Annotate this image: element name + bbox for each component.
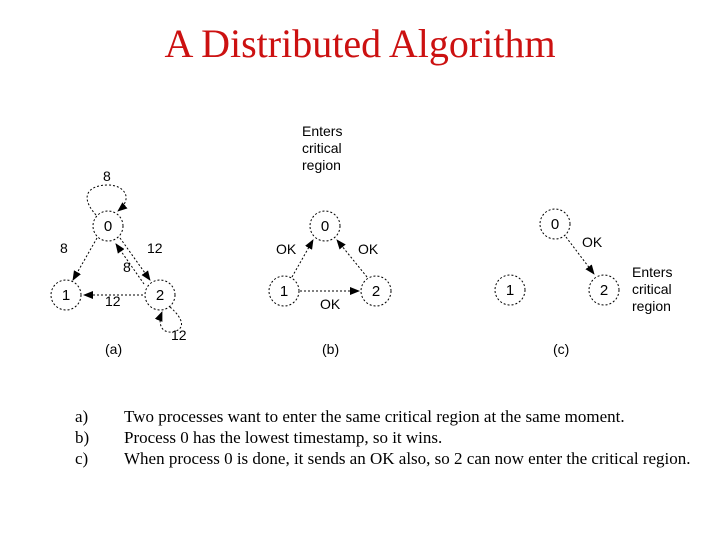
enters-b-line3: region bbox=[302, 157, 341, 173]
enters-c-line3: region bbox=[632, 298, 671, 314]
bullet-item bbox=[75, 448, 695, 469]
slide-title: A Distributed Algorithm bbox=[164, 21, 556, 66]
caption-c: (c) bbox=[553, 341, 570, 357]
label-a-middle: 8 bbox=[123, 259, 131, 275]
bullet-item bbox=[75, 406, 695, 427]
bullet-text: Process 0 has the lowest timestamp, so it wins. bbox=[124, 428, 443, 447]
label-a-right: 12 bbox=[147, 240, 163, 256]
bullet-text: Two processes want to enter the same critical region at the same moment. bbox=[124, 407, 625, 426]
node-c-0-label: 0 bbox=[550, 216, 560, 233]
label-a-bottom-right: 12 bbox=[171, 327, 187, 343]
bullet-marker: c) bbox=[75, 449, 89, 468]
label-b-ok-right: OK bbox=[358, 241, 379, 257]
label-b-ok-left: OK bbox=[276, 241, 297, 257]
node-b-0-label: 0 bbox=[320, 218, 330, 235]
panel-b bbox=[269, 123, 391, 357]
node-b-2-label: 2 bbox=[371, 283, 381, 300]
bullet-marker: a) bbox=[75, 407, 89, 426]
panel-c bbox=[495, 209, 672, 357]
enters-b-line2: critical bbox=[302, 140, 342, 156]
bullet-text: When process 0 is done, it sends an OK also, so 2 can now enter the critical region. bbox=[124, 449, 691, 468]
enters-b-line1: Enters bbox=[302, 123, 343, 139]
node-a-0-label: 0 bbox=[103, 218, 113, 235]
label-c-ok: OK bbox=[582, 234, 603, 250]
enters-c-line2: critical bbox=[632, 281, 672, 297]
caption-b: (b) bbox=[322, 341, 340, 357]
label-a-bottom: 12 bbox=[105, 293, 121, 309]
label-a-left: 8 bbox=[60, 240, 68, 256]
label-b-ok-bottom: OK bbox=[320, 296, 341, 312]
node-b-1-label: 1 bbox=[279, 283, 289, 300]
caption-a: (a) bbox=[105, 341, 123, 357]
arrow-a-loop-top bbox=[87, 185, 126, 215]
node-a-1-label: 1 bbox=[61, 287, 71, 304]
node-c-1-label: 1 bbox=[505, 282, 515, 299]
arrow-a-0-to-1 bbox=[73, 238, 97, 280]
node-c-2-label: 2 bbox=[599, 282, 609, 299]
bullet-list bbox=[75, 406, 695, 469]
panel-a bbox=[51, 168, 187, 357]
label-a-top: 8 bbox=[103, 168, 111, 184]
bullet-marker: b) bbox=[75, 428, 90, 447]
node-a-2-label: 2 bbox=[155, 287, 165, 304]
bullet-item bbox=[75, 427, 695, 448]
enters-c-line1: Enters bbox=[632, 264, 673, 280]
